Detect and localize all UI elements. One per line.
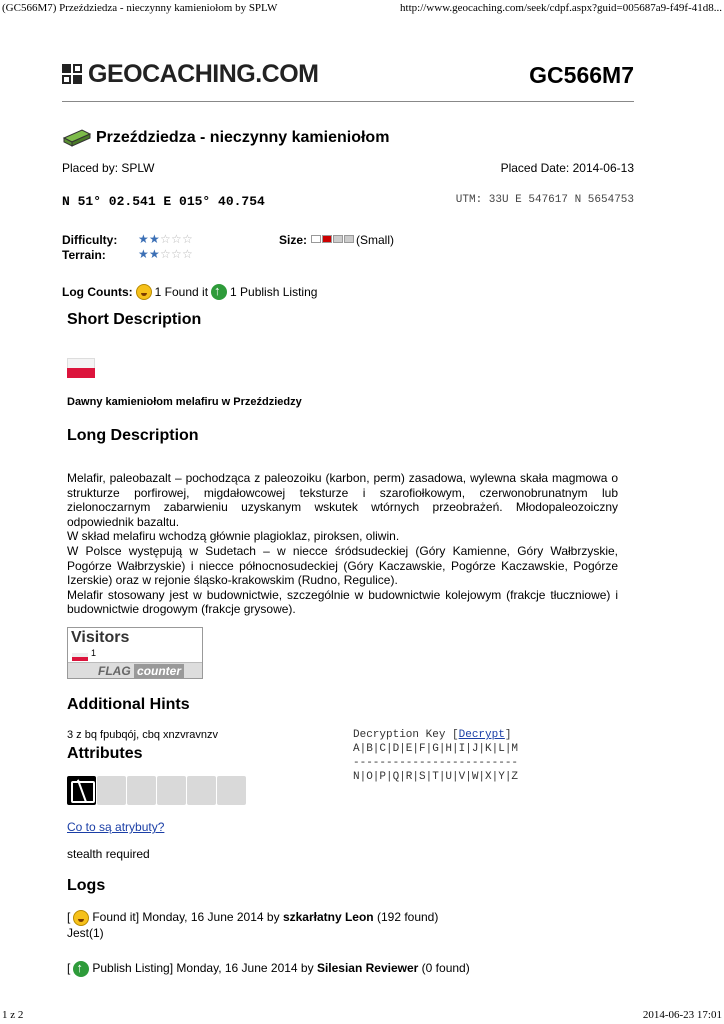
stealth-required-icon [67,776,96,805]
difficulty-stars [138,233,193,245]
geocaching-logo-text: GEOCACHING.COM [88,60,319,88]
log-text: Jest(1) [67,926,104,940]
star-icon: ★ [149,232,160,246]
print-footer [0,1006,724,1024]
attribute-blank-icon [217,776,246,805]
print-header [0,0,724,18]
placed-row [62,161,634,175]
found-it-icon [73,910,89,926]
utm-coordinates: UTM: 33U E 547617 N 5654753 [455,194,634,206]
placed-by: Placed by: SPLW [62,161,155,175]
decryption-label: Decryption Key [ [353,729,459,741]
attributes-heading: Attributes [67,745,143,762]
decrypt-link[interactable]: Decrypt [458,729,505,741]
attributes-row [67,776,246,805]
found-count: 1 Found it [154,285,209,299]
star-icon: ☆ [171,247,182,261]
decryption-row-1: A|B|C|D|E|F|G|H|I|J|K|L|M [353,743,519,755]
log-entry [67,961,470,977]
cache-type-icon [62,128,92,148]
size-bar-icon [311,235,354,243]
star-icon: ☆ [171,232,182,246]
print-header-title: (GC566M7) Przeździedza - nieczynny kamieniołom by SPLW [2,2,278,14]
decryption-key-title [353,728,518,742]
long-description-paragraph: Melafir stosowany jest w budownictwie, szczególnie w budownictwie kolejowym (frakcje tłuczniowe) i budownictwie drogowym (frakcje grysowe). [67,587,618,617]
star-icon: ☆ [182,232,193,246]
flag-counter-flag: FLAG [98,664,131,678]
log-author: szkarłatny Leon [282,910,374,925]
found-it-icon [136,284,152,300]
difficulty-label: Difficulty: [62,233,118,247]
star-icon: ★ [138,232,149,246]
attributes-help-link[interactable]: Co to są atrybuty? [67,820,165,834]
terrain-label: Terrain: [62,248,106,262]
attribute-blank-icon [127,776,156,805]
long-description-heading: Long Description [67,427,199,444]
masthead [62,58,634,102]
star-icon: ★ [149,247,160,261]
star-icon: ☆ [160,232,171,246]
decryption-row-2: N|O|P|Q|R|S|T|U|V|W|X|Y|Z [353,771,519,783]
short-description-heading: Short Description [67,311,202,328]
log-counts [62,284,317,300]
log-date: Monday, 16 June 2014 by [139,910,283,925]
gc-code: GC566M7 [529,62,634,88]
log-author: Silesian Reviewer [316,961,419,976]
encrypted-hint: 3 z bq fpubqój, cbq xnzvravnzv [67,729,219,741]
decryption-divider: ------------------------- [353,757,519,769]
star-icon: ☆ [160,247,171,261]
page-number: 1 z 2 [2,1009,24,1021]
log-entry-header: [↑ Publish Listing] Monday, 16 June 2014 by Silesian Reviewer (0 found) [67,961,470,977]
coordinates: N 51° 02.541 E 015° 40.754 [62,194,265,209]
star-icon: ☆ [182,247,193,261]
flag-counter-widget[interactable] [67,627,203,679]
log-type: Found it] [92,910,140,925]
publish-icon [211,284,227,300]
visitor-count: 1 [91,648,97,658]
cache-title: Przeździedza - nieczynny kamieniołom [96,129,390,146]
publish-icon [73,961,89,977]
print-header-url: http://www.geocaching.com/seek/cdpf.aspx?guid=005687a9-f49f-41d8... [400,2,722,14]
log-date: Monday, 16 June 2014 by [173,961,317,976]
long-description-paragraph: W skład melafiru wchodzą głównie plagioklaz, piroksen, oliwin. [67,529,400,544]
log-entry [67,910,438,941]
cache-page [62,58,634,976]
star-icon: ★ [138,247,149,261]
log-counts-label: Log Counts: [62,285,133,299]
visitors-title: Visitors [71,629,130,646]
poland-flag-icon [72,653,88,661]
geocaching-logo-icon [62,64,84,86]
short-description: Dawny kamieniołom melafiru w Przeździedzy [67,396,302,408]
attributes-text: stealth required [67,847,150,861]
size-value: (Small) [356,233,394,247]
log-author-count: (0 found) [418,961,470,976]
additional-hints-heading: Additional Hints [67,696,190,713]
flag-counter-logo [68,662,202,678]
terrain-stars [138,248,193,260]
attribute-blank-icon [157,776,186,805]
decryption-bracket: ] [504,729,512,741]
geocaching-logo [62,60,319,89]
flag-counter-counter: counter [134,664,184,678]
publish-count: 1 Publish Listing [230,285,318,299]
size-label: Size: [279,233,308,247]
long-description-paragraph: Melafir, paleobazalt – pochodząca z paleozoiku (karbon, perm) zasadowa, wylewna skała magmowa o strukturze porfirowej, migdałowcowej teksturze i szarofiołkowym, czerwonobrunatnym lub zielonoczarnym zabarwieniu uzyskanym wskutek wtórnych przeobrażeń. Młodopaleozoiczny odpowiednik bazaltu. [67,471,618,529]
long-description-paragraph: W Polsce występują w Sudetach – w niecce śródsudeckiej (Góry Kamienne, Góry Wałbrzyskie, Pogórze Wałbrzyskie) i niecce północnosudeckiej (Góry Kaczawskie, Pogórze Kaczawskie, Pogórze Izerskie) oraz w rejonie śląsko-krakowskim (Rudno, Regulice). [67,543,618,588]
log-author-count: (192 found) [373,910,439,925]
cache-title-row [62,128,389,148]
poland-flag-icon [67,358,95,378]
attribute-blank-icon [187,776,216,805]
log-entry-header: [ Found it] Monday, 16 June 2014 by szkarłatny Leon (192 found) [67,910,439,925]
logs-heading: Logs [67,877,106,894]
decryption-key [353,728,518,784]
placed-date: Placed Date: 2014-06-13 [500,161,634,175]
long-description [67,471,618,617]
print-timestamp: 2014-06-23 17:01 [642,1009,722,1021]
attribute-blank-icon [97,776,126,805]
log-type: Publish Listing] [92,961,174,976]
